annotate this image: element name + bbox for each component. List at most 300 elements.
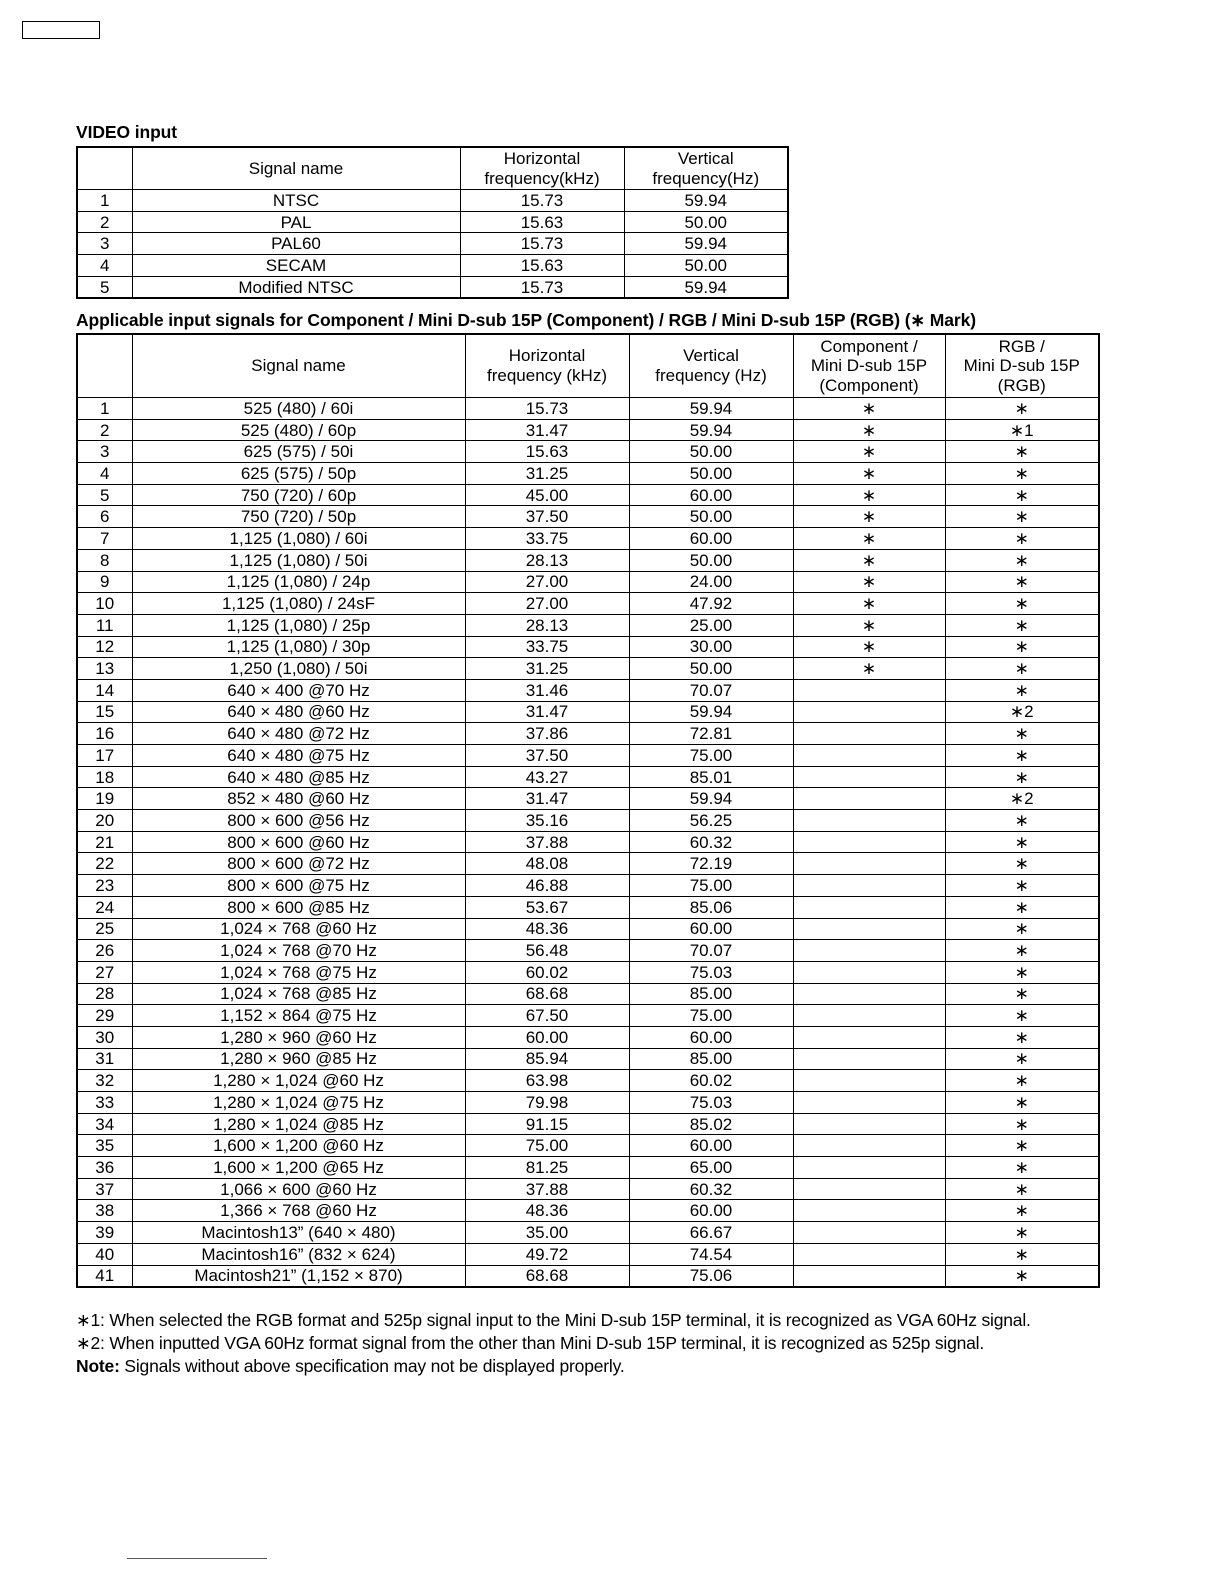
cell-horizontal-frequency: 48.36 [465,918,629,940]
cell-signal-name: 1,066 × 600 @60 Hz [132,1178,465,1200]
cell-rgb-mark: ∗1 [945,419,1099,441]
table-row [77,1243,1099,1265]
cell-no: 33 [77,1092,132,1114]
cell-signal-name: 1,125 (1,080) / 60i [132,528,465,550]
cell-signal-name: 750 (720) / 60p [132,484,465,506]
cell-rgb-mark: ∗ [945,1005,1099,1027]
cell-horizontal-frequency: 15.73 [465,398,629,420]
cell-no: 40 [77,1243,132,1265]
cell-no: 5 [77,276,132,298]
cell-vertical-frequency: 50.00 [624,255,788,277]
cell-component-mark [793,810,945,832]
header-vertical-frequency [629,334,793,398]
cell-signal-name: Macintosh16” (832 × 624) [132,1243,465,1265]
cell-component-mark [793,875,945,897]
cell-rgb-mark: ∗ [945,831,1099,853]
cell-component-mark: ∗ [793,571,945,593]
cell-component-mark: ∗ [793,658,945,680]
cell-no: 20 [77,810,132,832]
header-vfreq-line2: frequency (Hz) [655,366,767,385]
cell-signal-name: 800 × 600 @85 Hz [132,896,465,918]
cell-vertical-frequency: 70.07 [629,940,793,962]
cell-vertical-frequency: 59.94 [629,788,793,810]
table-row [77,255,788,277]
table-row [77,701,1099,723]
video-input-table [76,146,789,299]
cell-vertical-frequency: 65.00 [629,1157,793,1179]
cell-signal-name: 800 × 600 @56 Hz [132,810,465,832]
cell-no: 29 [77,1005,132,1027]
cell-signal-name: 1,125 (1,080) / 24p [132,571,465,593]
header-rgb-line1: RGB / [998,336,1045,356]
cell-signal-name: 1,250 (1,080) / 50i [132,658,465,680]
cell-vertical-frequency: 75.00 [629,745,793,767]
cell-horizontal-frequency: 35.00 [465,1222,629,1244]
cell-vertical-frequency: 59.94 [629,398,793,420]
cell-vertical-frequency: 59.94 [624,190,788,212]
cell-horizontal-frequency: 33.75 [465,528,629,550]
cell-signal-name: 640 × 480 @60 Hz [132,701,465,723]
cell-signal-name: 1,125 (1,080) / 25p [132,614,465,636]
cell-horizontal-frequency: 15.63 [460,211,624,233]
cell-vertical-frequency: 75.00 [629,1005,793,1027]
table-row [77,276,788,298]
cell-signal-name: 750 (720) / 50p [132,506,465,528]
header-hfreq-line2: frequency(kHz) [484,168,600,188]
cell-component-mark [793,1178,945,1200]
cell-vertical-frequency: 50.00 [629,441,793,463]
cell-rgb-mark: ∗ [945,810,1099,832]
cell-rgb-mark: ∗ [945,636,1099,658]
cell-horizontal-frequency: 60.00 [465,1026,629,1048]
cell-no: 8 [77,549,132,571]
cell-horizontal-frequency: 91.15 [465,1113,629,1135]
cell-no: 15 [77,701,132,723]
table-row [77,1005,1099,1027]
cell-rgb-mark: ∗ [945,506,1099,528]
table-row [77,788,1099,810]
cell-horizontal-frequency: 43.27 [465,766,629,788]
cell-component-mark [793,1135,945,1157]
table-row [77,528,1099,550]
cell-vertical-frequency: 85.00 [629,983,793,1005]
cell-signal-name: 625 (575) / 50i [132,441,465,463]
cell-no: 37 [77,1178,132,1200]
signal-table-body [77,398,1099,1288]
table-row [77,419,1099,441]
cell-no: 3 [77,233,132,255]
cell-rgb-mark: ∗ [945,1048,1099,1070]
cell-rgb-mark: ∗ [945,745,1099,767]
table-row [77,1135,1099,1157]
cell-vertical-frequency: 50.00 [624,211,788,233]
cell-rgb-mark: ∗ [945,961,1099,983]
cell-horizontal-frequency: 27.00 [465,593,629,615]
cell-component-mark [793,1265,945,1287]
cell-vertical-frequency: 85.02 [629,1113,793,1135]
cell-signal-name: 800 × 600 @60 Hz [132,831,465,853]
cell-horizontal-frequency: 31.47 [465,701,629,723]
cell-rgb-mark: ∗ [945,918,1099,940]
cell-vertical-frequency: 75.06 [629,1265,793,1287]
cell-no: 2 [77,211,132,233]
cell-vertical-frequency: 70.07 [629,679,793,701]
cell-no: 3 [77,441,132,463]
cell-vertical-frequency: 24.00 [629,571,793,593]
cell-no: 14 [77,679,132,701]
footnote-1: ∗1: When selected the RGB format and 525p signal input to the Mini D-sub 15P terminal, it is recognized as VGA 60Hz signal. [76,1310,1031,1330]
header-vertical-frequency [624,147,788,190]
cell-signal-name: 1,125 (1,080) / 50i [132,549,465,571]
cell-vertical-frequency: 74.54 [629,1243,793,1265]
header-rgb [945,334,1099,398]
table-row [77,1157,1099,1179]
cell-signal-name: Modified NTSC [132,276,460,298]
cell-horizontal-frequency: 33.75 [465,636,629,658]
bottom-divider [127,1558,267,1559]
signal-table-header [77,334,1099,398]
cell-rgb-mark: ∗ [945,723,1099,745]
cell-signal-name: SECAM [132,255,460,277]
table-row [77,441,1099,463]
table-row [77,679,1099,701]
cell-vertical-frequency: 50.00 [629,463,793,485]
table-row [77,636,1099,658]
cell-horizontal-frequency: 37.50 [465,745,629,767]
cell-component-mark [793,745,945,767]
cell-component-mark: ∗ [793,463,945,485]
cell-signal-name: 1,024 × 768 @75 Hz [132,961,465,983]
table-row [77,233,788,255]
cell-component-mark [793,1243,945,1265]
table-row [77,190,788,212]
cell-rgb-mark: ∗ [945,1135,1099,1157]
cell-rgb-mark: ∗ [945,441,1099,463]
table-row [77,506,1099,528]
cell-no: 5 [77,484,132,506]
cell-vertical-frequency: 25.00 [629,614,793,636]
cell-component-mark: ∗ [793,593,945,615]
cell-no: 16 [77,723,132,745]
cell-horizontal-frequency: 79.98 [465,1092,629,1114]
cell-horizontal-frequency: 48.08 [465,853,629,875]
table-row [77,571,1099,593]
cell-no: 11 [77,614,132,636]
cell-signal-name: 640 × 400 @70 Hz [132,679,465,701]
cell-no: 4 [77,255,132,277]
header-signal-name: Signal name [132,334,465,398]
cell-horizontal-frequency: 15.73 [460,276,624,298]
table-row [77,658,1099,680]
table-row [77,398,1099,420]
cell-component-mark: ∗ [793,614,945,636]
table-row [77,1026,1099,1048]
table-row [77,875,1099,897]
cell-rgb-mark: ∗ [945,398,1099,420]
cell-vertical-frequency: 50.00 [629,549,793,571]
header-no [77,334,132,398]
cell-horizontal-frequency: 28.13 [465,549,629,571]
cell-vertical-frequency: 59.94 [629,701,793,723]
cell-signal-name: 1,125 (1,080) / 24sF [132,593,465,615]
cell-signal-name: Macintosh21” (1,152 × 870) [132,1265,465,1287]
cell-no: 39 [77,1222,132,1244]
cell-horizontal-frequency: 37.50 [465,506,629,528]
cell-rgb-mark: ∗ [945,940,1099,962]
table-row [77,723,1099,745]
cell-signal-name: NTSC [132,190,460,212]
cell-horizontal-frequency: 37.88 [465,831,629,853]
table-row [77,1048,1099,1070]
cell-vertical-frequency: 72.81 [629,723,793,745]
cell-signal-name: PAL [132,211,460,233]
cell-component-mark [793,1005,945,1027]
cell-no: 6 [77,506,132,528]
cell-rgb-mark: ∗ [945,875,1099,897]
cell-rgb-mark: ∗ [945,679,1099,701]
cell-horizontal-frequency: 37.88 [465,1178,629,1200]
cell-signal-name: 1,280 × 1,024 @85 Hz [132,1113,465,1135]
cell-horizontal-frequency: 15.63 [460,255,624,277]
cell-vertical-frequency: 59.94 [624,276,788,298]
cell-no: 41 [77,1265,132,1287]
cell-vertical-frequency: 75.03 [629,961,793,983]
cell-no: 22 [77,853,132,875]
cell-no: 4 [77,463,132,485]
cell-signal-name: 1,280 × 1,024 @60 Hz [132,1070,465,1092]
cell-no: 32 [77,1070,132,1092]
table-row [77,1200,1099,1222]
cell-no: 30 [77,1026,132,1048]
cell-rgb-mark: ∗ [945,528,1099,550]
corner-label-box [22,21,100,39]
cell-horizontal-frequency: 27.00 [465,571,629,593]
header-rgb-line2: Mini D-sub 15P [963,356,1080,376]
cell-vertical-frequency: 60.00 [629,484,793,506]
cell-vertical-frequency: 72.19 [629,853,793,875]
cell-component-mark [793,1026,945,1048]
header-vfreq-line2: frequency(Hz) [652,168,760,188]
cell-vertical-frequency: 75.00 [629,875,793,897]
cell-rgb-mark: ∗ [945,766,1099,788]
table-row [77,853,1099,875]
cell-component-mark [793,766,945,788]
video-table-body [77,190,788,299]
header-horizontal-frequency [460,147,624,190]
cell-component-mark: ∗ [793,636,945,658]
cell-component-mark: ∗ [793,419,945,441]
cell-horizontal-frequency: 37.86 [465,723,629,745]
cell-component-mark: ∗ [793,528,945,550]
cell-vertical-frequency: 59.94 [629,419,793,441]
cell-rgb-mark: ∗ [945,1026,1099,1048]
cell-horizontal-frequency: 31.46 [465,679,629,701]
video-input-title: VIDEO input [76,122,177,142]
cell-rgb-mark: ∗ [945,463,1099,485]
table-row [77,745,1099,767]
cell-no: 12 [77,636,132,658]
cell-rgb-mark: ∗ [945,614,1099,636]
cell-vertical-frequency: 60.00 [629,1200,793,1222]
cell-no: 34 [77,1113,132,1135]
cell-rgb-mark: ∗ [945,484,1099,506]
table-row [77,549,1099,571]
cell-component-mark [793,896,945,918]
cell-no: 18 [77,766,132,788]
cell-horizontal-frequency: 35.16 [465,810,629,832]
cell-vertical-frequency: 60.00 [629,1135,793,1157]
cell-component-mark [793,1222,945,1244]
cell-component-mark: ∗ [793,549,945,571]
cell-component-mark [793,679,945,701]
cell-horizontal-frequency: 28.13 [465,614,629,636]
header-comp-line1: Component / [820,336,918,356]
cell-horizontal-frequency: 56.48 [465,940,629,962]
table-row [77,918,1099,940]
table-row [77,831,1099,853]
cell-no: 26 [77,940,132,962]
cell-vertical-frequency: 30.00 [629,636,793,658]
cell-signal-name: 1,280 × 1,024 @75 Hz [132,1092,465,1114]
cell-signal-name: 800 × 600 @75 Hz [132,875,465,897]
cell-signal-name: 625 (575) / 50p [132,463,465,485]
footnotes [76,1309,1031,1378]
table-row [77,1113,1099,1135]
cell-vertical-frequency: 60.00 [629,918,793,940]
cell-rgb-mark: ∗ [945,1157,1099,1179]
cell-rgb-mark: ∗ [945,1178,1099,1200]
cell-rgb-mark: ∗ [945,896,1099,918]
cell-vertical-frequency: 60.32 [629,831,793,853]
cell-vertical-frequency: 50.00 [629,506,793,528]
table-row [77,211,788,233]
cell-no: 38 [77,1200,132,1222]
cell-rgb-mark: ∗2 [945,788,1099,810]
table-row [77,1092,1099,1114]
cell-signal-name: 640 × 480 @85 Hz [132,766,465,788]
cell-no: 1 [77,190,132,212]
cell-signal-name: 1,152 × 864 @75 Hz [132,1005,465,1027]
table-row [77,766,1099,788]
header-component [793,334,945,398]
cell-vertical-frequency: 60.02 [629,1070,793,1092]
cell-vertical-frequency: 56.25 [629,810,793,832]
cell-vertical-frequency: 50.00 [629,658,793,680]
cell-no: 9 [77,571,132,593]
cell-signal-name: 1,600 × 1,200 @65 Hz [132,1157,465,1179]
cell-no: 35 [77,1135,132,1157]
cell-no: 23 [77,875,132,897]
note-text: Signals without above specification may not be displayed properly. [119,1356,625,1376]
cell-signal-name: 852 × 480 @60 Hz [132,788,465,810]
cell-no: 13 [77,658,132,680]
table-row [77,940,1099,962]
cell-vertical-frequency: 85.00 [629,1048,793,1070]
cell-horizontal-frequency: 46.88 [465,875,629,897]
cell-no: 27 [77,961,132,983]
cell-rgb-mark: ∗ [945,549,1099,571]
cell-no: 28 [77,983,132,1005]
cell-component-mark [793,983,945,1005]
cell-no: 31 [77,1048,132,1070]
table-row [77,1222,1099,1244]
cell-signal-name: PAL60 [132,233,460,255]
cell-component-mark [793,1200,945,1222]
cell-rgb-mark: ∗ [945,1092,1099,1114]
cell-rgb-mark: ∗ [945,1070,1099,1092]
cell-horizontal-frequency: 68.68 [465,983,629,1005]
cell-no: 10 [77,593,132,615]
cell-no: 19 [77,788,132,810]
cell-component-mark [793,1157,945,1179]
cell-horizontal-frequency: 53.67 [465,896,629,918]
note-label: Note: [76,1356,120,1376]
applicable-signals-table [76,333,1100,1288]
cell-signal-name: 800 × 600 @72 Hz [132,853,465,875]
table-row [77,1178,1099,1200]
cell-vertical-frequency: 59.94 [624,233,788,255]
cell-signal-name: 640 × 480 @72 Hz [132,723,465,745]
cell-component-mark: ∗ [793,506,945,528]
header-hfreq-line1: Horizontal [508,346,586,366]
table-row [77,463,1099,485]
cell-rgb-mark: ∗ [945,1222,1099,1244]
cell-no: 2 [77,419,132,441]
cell-rgb-mark: ∗ [945,571,1099,593]
cell-vertical-frequency: 47.92 [629,593,793,615]
cell-signal-name: 525 (480) / 60i [132,398,465,420]
cell-component-mark [793,723,945,745]
cell-component-mark [793,1092,945,1114]
cell-signal-name: 640 × 480 @75 Hz [132,745,465,767]
cell-horizontal-frequency: 31.25 [465,463,629,485]
cell-signal-name: 1,366 × 768 @60 Hz [132,1200,465,1222]
header-rgb-line3: (RGB) [997,375,1046,395]
cell-component-mark [793,1048,945,1070]
cell-rgb-mark: ∗ [945,1265,1099,1287]
table-row [77,961,1099,983]
note-line [76,1355,1031,1378]
table-row [77,896,1099,918]
header-signal-name: Signal name [132,147,460,190]
cell-rgb-mark: ∗ [945,593,1099,615]
header-hfreq-line2: frequency (kHz) [487,366,607,385]
cell-signal-name: Macintosh13” (640 × 480) [132,1222,465,1244]
header-vfreq-line1: Vertical [683,346,739,366]
table-row [77,810,1099,832]
header-hfreq-line1: Horizontal [503,148,581,168]
cell-no: 1 [77,398,132,420]
cell-rgb-mark: ∗ [945,1200,1099,1222]
video-table-header [77,147,788,190]
cell-vertical-frequency: 85.06 [629,896,793,918]
header-horizontal-frequency [465,334,629,398]
cell-no: 36 [77,1157,132,1179]
table-row [77,484,1099,506]
header-vfreq-line1: Vertical [677,148,734,168]
cell-component-mark [793,1070,945,1092]
cell-component-mark [793,853,945,875]
table-row [77,1070,1099,1092]
cell-horizontal-frequency: 67.50 [465,1005,629,1027]
header-comp-line3: (Component) [819,375,919,395]
table-row [77,1265,1099,1287]
applicable-signals-title: Applicable input signals for Component / Mini D-sub 15P (Component) / RGB / Mini D-sub 15P (RGB) (∗ Mark) [76,310,976,330]
cell-horizontal-frequency: 63.98 [465,1070,629,1092]
cell-signal-name: 1,280 × 960 @85 Hz [132,1048,465,1070]
cell-signal-name: 1,024 × 768 @85 Hz [132,983,465,1005]
cell-horizontal-frequency: 31.47 [465,788,629,810]
